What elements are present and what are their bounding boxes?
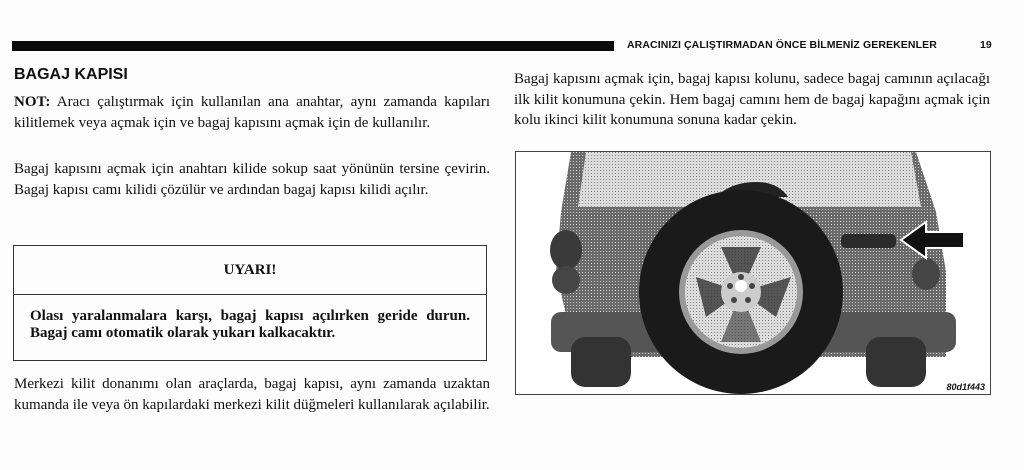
chapter-title: ARACINIZI ÇALIŞTIRMADAN ÖNCE BİLMENİZ GEREKENLER [627, 39, 937, 51]
tailgate-handle-paragraph: Bagaj kapısını açmak için, bagaj kapısı kolunu, sadece bagaj camının açılacağı ilk kilit konumuna çekin. Hem bagaj camını hem de bagaj kapağını açmak için kolu ikinci kilit konumuna sonuna kadar çekin. [514, 71, 990, 128]
vehicle-rear-illustration [516, 152, 991, 395]
central-lock-paragraph: Merkezi kilit donanımı olan araçlarda, bagaj kapısı, aynı zamanda uzaktan kumanda ile veya ön kapılardaki merkezi kilit düğmeleri kullanılarak açılabilir. [14, 376, 490, 413]
page-number: 19 [980, 39, 992, 51]
warning-text: Olası yaralanmalara karşı, bagaj kapısı açılırken geride durun. Bagaj camı otomatik olarak yukarı kalkacaktır. [30, 308, 470, 341]
section-title: BAGAJ KAPISI [14, 66, 128, 83]
note-text: Aracı çalıştırmak için kullanılan ana anahtar, aynı zamanda kapıları kilitlemek veya açmak için ve bagaj kapısını açmak için de kullanılır. [14, 94, 490, 131]
key-instructions-paragraph: Bagaj kapısını açmak için anahtarı kilide sokup saat yönünün tersine çevirin. Bagaj kapısı camı kilidi çözülür ve ardından bagaj kapısı kilidi açılır. [14, 161, 490, 198]
header-rule [12, 41, 614, 51]
figure-code: 80d1f443 [946, 382, 985, 392]
warning-title: UYARI! [14, 246, 486, 295]
tailgate-figure [515, 151, 991, 395]
note-paragraph [14, 92, 490, 133]
warning-box [13, 245, 487, 361]
note-label: NOT: [14, 94, 51, 110]
